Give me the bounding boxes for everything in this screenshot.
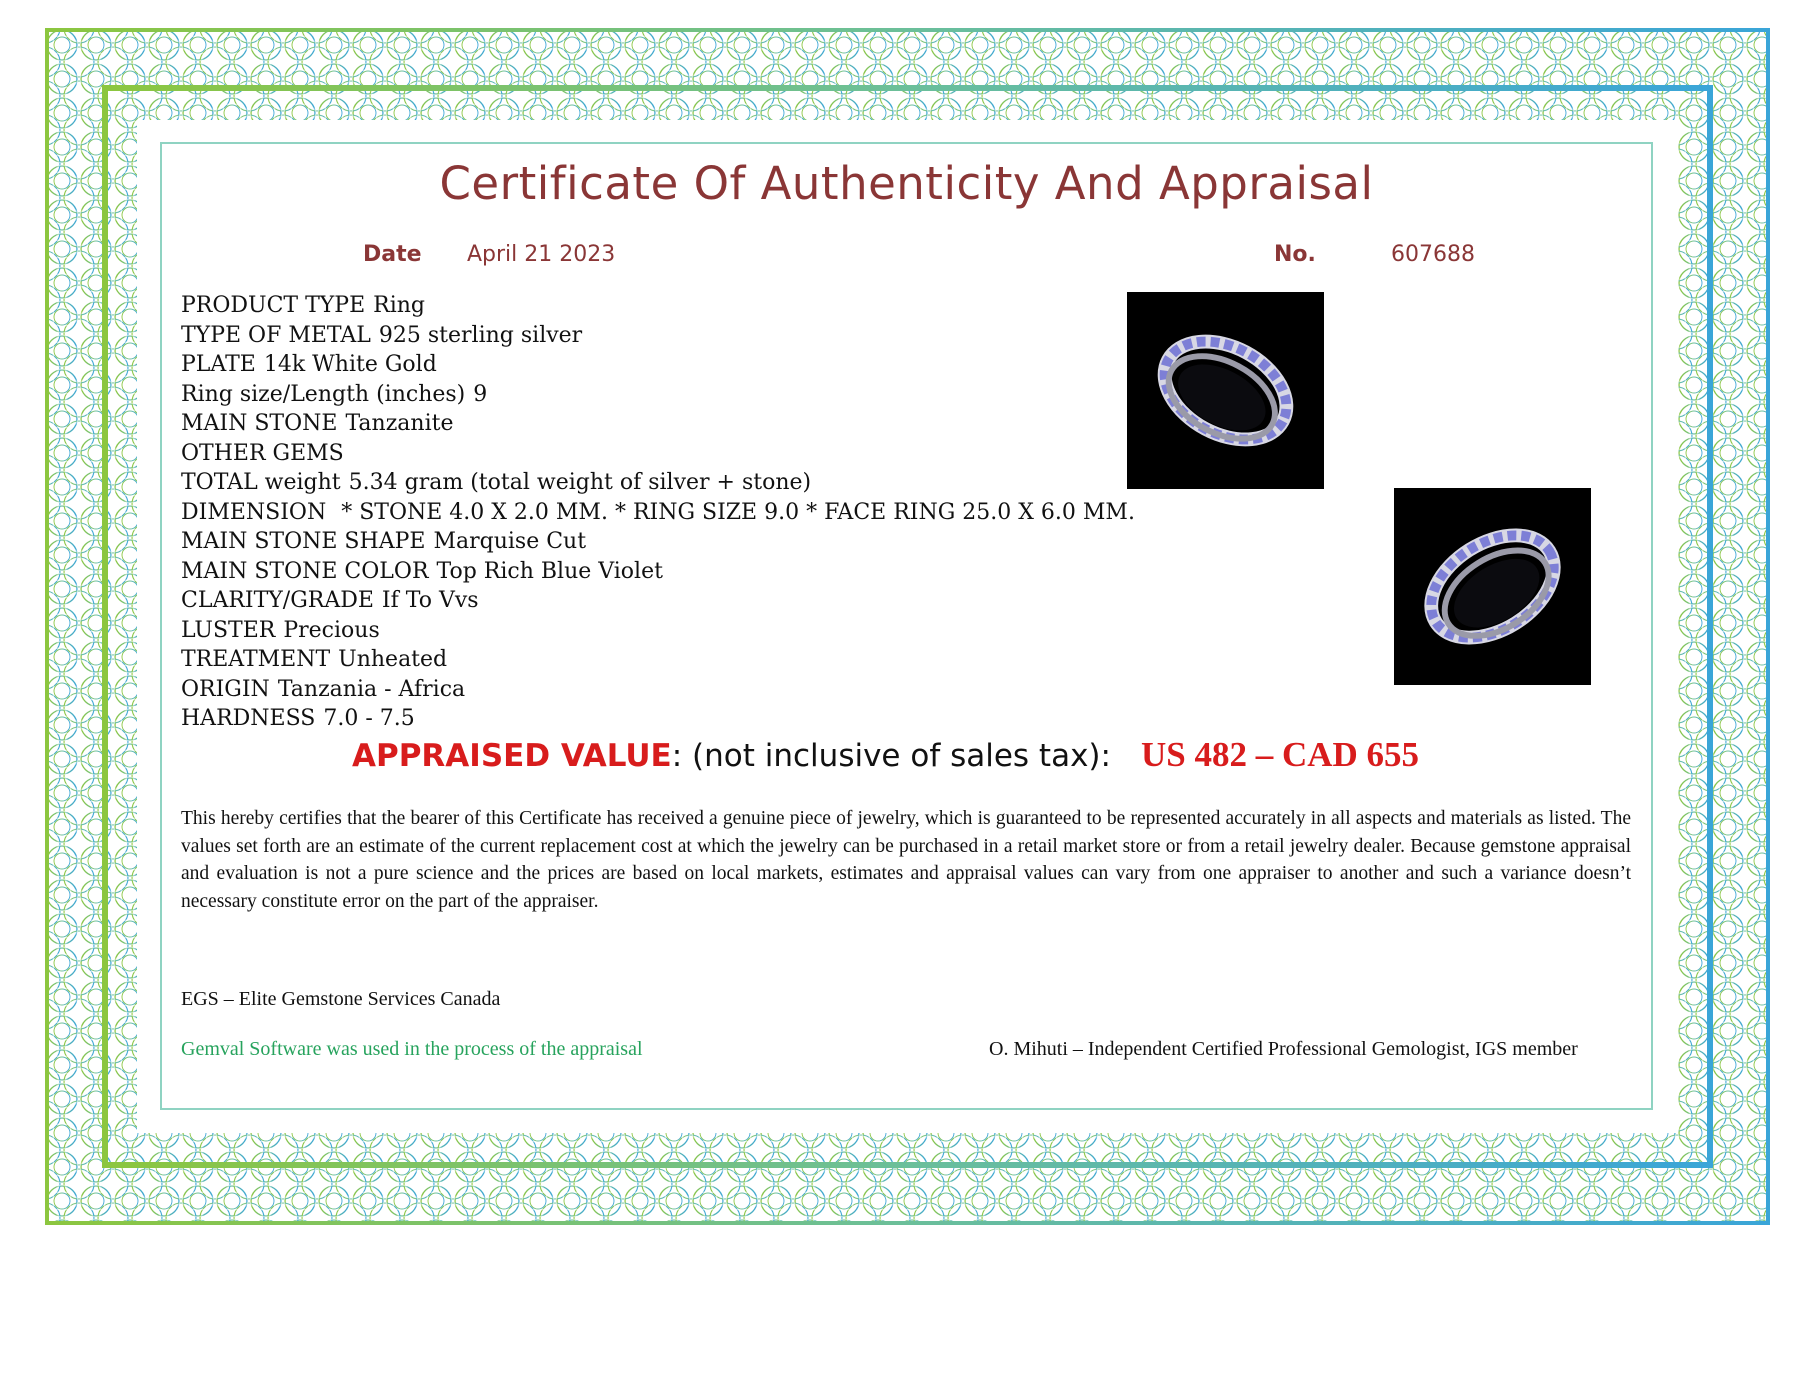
attribute-row (181, 380, 1135, 410)
attribute-value: * STONE 4.0 X 2.0 MM. * RING SIZE 9.0 * FACE RING 25.0 X 6.0 MM. (334, 499, 1135, 525)
attribute-value: Unheated (338, 647, 448, 672)
attribute-row (181, 675, 1135, 705)
attribute-row (181, 616, 1135, 646)
attribute-row (181, 439, 1135, 469)
appraised-value-label: APPRAISED VALUE (352, 738, 672, 774)
gemologist-signature: O. Mihuti – Independent Certified Professional Gemologist, IGS member (989, 1038, 1578, 1060)
attribute-label: MAIN STONE SHAPE (181, 529, 426, 554)
ring-photo-top (1127, 292, 1324, 489)
attribute-label: TOTAL weight (181, 470, 341, 495)
attribute-value: Precious (283, 617, 380, 643)
appraised-value-line (352, 735, 1419, 775)
software-note: Gemval Software was used in the process of the appraisal (181, 1038, 643, 1060)
attribute-label: TREATMENT (181, 647, 331, 672)
attribute-label: LUSTER (181, 617, 276, 643)
attribute-label: ORIGIN (181, 676, 270, 702)
attribute-value: Marquise Cut (433, 529, 587, 554)
attribute-label: PLATE (181, 352, 256, 377)
attribute-row (181, 291, 1135, 321)
ring-photo-bottom (1394, 488, 1591, 685)
attribute-label: CLARITY/GRADE (181, 588, 374, 613)
attribute-value: 7.0 - 7.5 (323, 706, 415, 731)
attribute-label: HARDNESS (181, 706, 316, 731)
attribute-value: 9 (473, 381, 488, 407)
appraised-value-note: : (not inclusive of sales tax): (671, 738, 1111, 774)
attribute-row (181, 557, 1135, 587)
attribute-value: Tanzanite (345, 411, 454, 436)
appraised-value-amount: US 482 – CAD 655 (1140, 735, 1420, 774)
attribute-label: PRODUCT TYPE (181, 293, 366, 318)
attribute-row (181, 409, 1135, 439)
attribute-label: Ring size/Length (inches) (181, 381, 466, 407)
date-value: April 21 2023 (467, 242, 616, 267)
attribute-row (181, 498, 1135, 528)
attribute-label: MAIN STONE (181, 411, 338, 436)
attribute-row (181, 350, 1135, 380)
attribute-value: 5.34 gram (total weight of silver + stone) (348, 470, 812, 495)
number-label: No. (1274, 242, 1316, 267)
attribute-row (181, 468, 1135, 498)
attribute-value: If To Vvs (381, 588, 479, 613)
attribute-row (181, 704, 1135, 734)
attribute-value: Top Rich Blue Violet (436, 558, 663, 584)
attribute-label: DIMENSION (181, 499, 327, 525)
attribute-value: Ring (373, 293, 426, 318)
attribute-value: 925 sterling silver (378, 322, 583, 348)
number-value: 607688 (1391, 242, 1475, 267)
product-attributes (181, 291, 1135, 734)
certification-statement: This hereby certifies that the bearer of this Certificate has received a genuine piece of jewelry, which is guaranteed to be represented accurately in all aspects and materials as listed. The values set forth are an estimate of the current replacement cost at which the jewelry can be purchased in a retail market store or from a retail jewelry dealer. Because gemstone appraisal and evaluation is not a pure science and the prices are based on local markets, estimates and appraisal values can vary from one appraiser to another and such a variance doesn’t necessary constitute error on the part of the appraiser. (181, 808, 1631, 912)
attribute-label: TYPE OF METAL (181, 322, 371, 348)
attribute-value: 14k White Gold (263, 352, 437, 377)
attribute-value: Tanzania - Africa (277, 676, 466, 702)
attribute-row (181, 586, 1135, 616)
date-label: Date (363, 242, 422, 267)
attribute-row (181, 527, 1135, 557)
attribute-row (181, 645, 1135, 675)
certificate-title: Certificate Of Authenticity And Appraisal (439, 157, 1374, 210)
attribute-row (181, 321, 1135, 351)
company-name: EGS – Elite Gemstone Services Canada (181, 988, 501, 1010)
attribute-label: MAIN STONE COLOR (181, 558, 429, 584)
attribute-label: OTHER GEMS (181, 440, 344, 466)
